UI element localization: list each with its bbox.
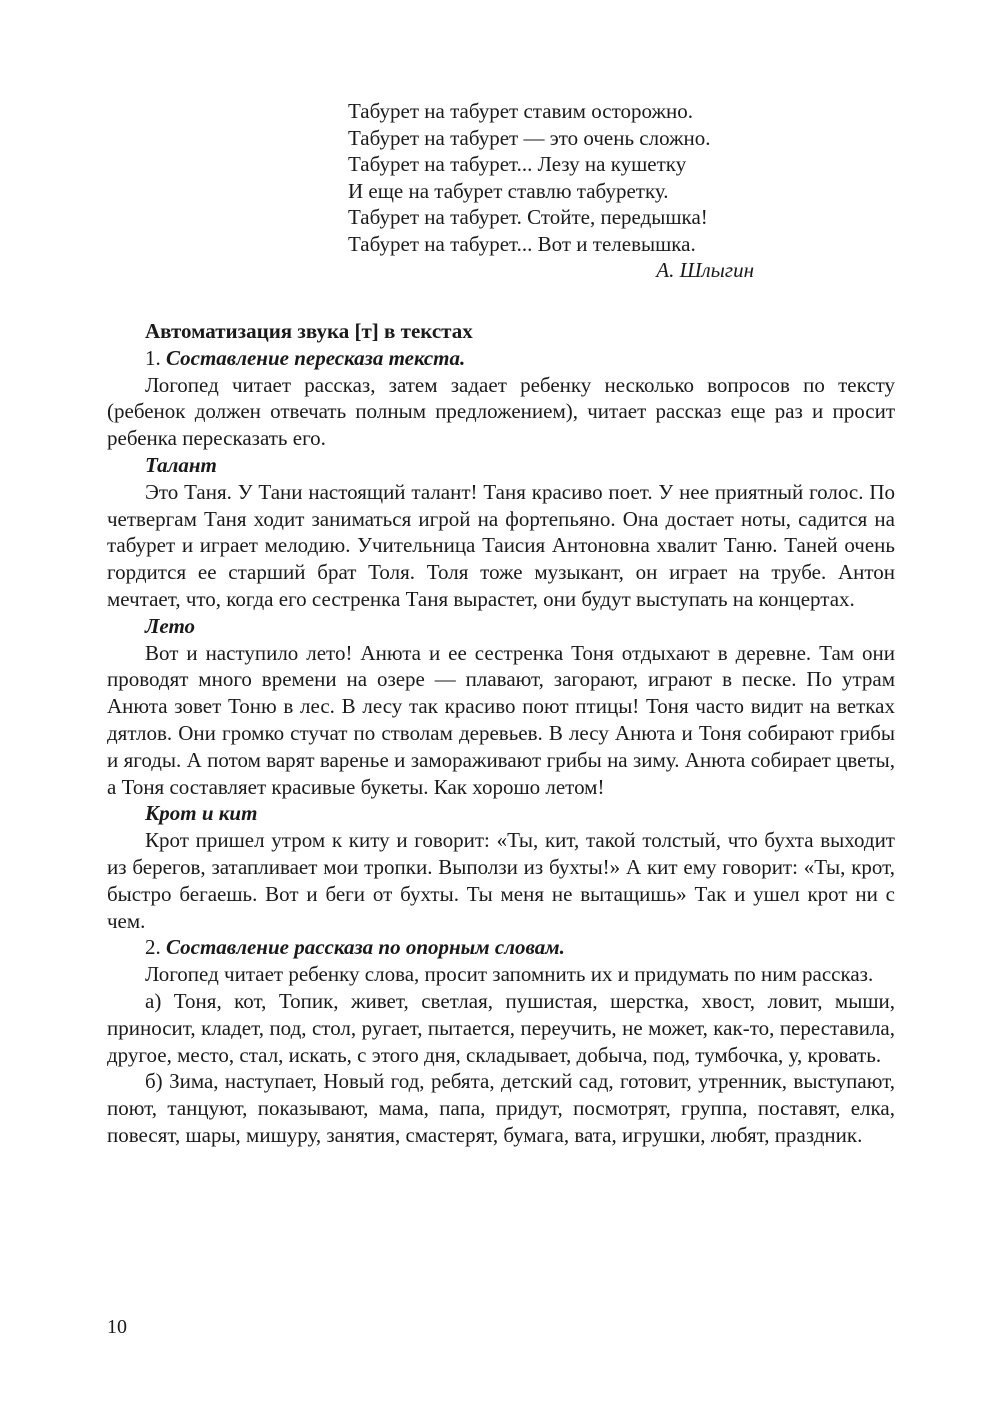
task-2-number: 2.	[145, 935, 161, 960]
main-content	[107, 318, 895, 1149]
story-text: Крот пришел утром к киту и говорит: «Ты, кит, такой толстый, что бухта выходит из берегов, затапливает мои тропки. Выползи из бухты!» А кит ему говорит: «Ты, крот, быстро бегаешь. Вот и беги от бухты. Ты меня не вытащишь» Так и ушел крот ни с чем.	[107, 828, 895, 933]
poem-line: И еще на табурет ставлю табуретку.	[348, 178, 669, 203]
task-2-title: Составление рассказа по опорным словам.	[166, 935, 565, 960]
task-1-instruction: Логопед читает рассказ, затем задает ребенку несколько вопросов по тексту (ребенок должен отвечать полным предложением), читает рассказ еще раз и просит ребенка пересказать его.	[107, 372, 895, 451]
section-title: Автоматизация звука [т] в текстах	[145, 319, 473, 343]
story-text: Вот и наступило лето! Анюта и ее сестренка Тоня отдыхают в деревне. Там они проводят много времени на озере — плавают, загорают, играют в песке. По утрам Анюта зовет Тоню в лес. В лесу так красиво поют птицы! Тоня часто видит на ветках дятлов. Они громко стучат по стволам деревьев. В лесу Анюта и Тоня собирают грибы и ягоды. А потом варят варенье и замораживают грибы на зиму. Анюта собирает цветы, а Тоня составляет красивые букеты. Как хорошо летом!	[107, 640, 895, 799]
story-title: Лето	[145, 613, 196, 638]
story-title: Талант	[145, 452, 217, 477]
poem-line: Табурет на табурет ставим осторожно.	[348, 99, 693, 123]
poem-author: А. Шлыгин	[656, 258, 754, 282]
task-2-instruction: Логопед читает ребенку слова, просит запомнить их и придумать по ним рассказ.	[145, 962, 874, 987]
task-1-number: 1.	[145, 345, 161, 370]
poem-line: Табурет на табурет... Лезу на кушетку	[348, 152, 687, 176]
page-number: 10	[107, 1316, 127, 1338]
poem	[348, 98, 768, 284]
task-1-heading	[107, 345, 895, 372]
poem-line: Табурет на табурет. Стойте, передышка!	[348, 205, 708, 229]
task-1-title: Составление пересказа текста.	[166, 345, 466, 370]
word-list-b: б) Зима, наступает, Новый год, ребята, детский сад, готовит, утренник, выступают, поют, танцуют, показывают, мама, папа, придут, посмотрят, группа, поставят, елка, повесят, шары, мишуру, занятия, смастерят, бумага, вата, игрушки, любят, праздник.	[107, 1069, 895, 1147]
story-text: Это Таня. У Тани настоящий талант! Таня красиво поет. У нее приятный голос. По четвергам Таня ходит заниматься игрой на фортепьяно. Она достает ноты, садится на табурет и играет мелодию. Учительница Таисия Антоновна хвалит Таню. Таней очень гордится ее старший брат Толя. Толя тоже музыкант, он играет на трубе. Антон мечтает, что, когда его сестренка Таня вырастет, они будут выступать на концертах.	[107, 479, 895, 611]
word-list-a: а) Тоня, кот, Топик, живет, светлая, пушистая, шерстка, хвост, ловит, мыши, приносит, кладет, под, стол, ругает, пытается, переучить, не может, как-то, переставила, другое, место, стал, искать, с этого дня, складывает, добыча, под, тумбочка, у, кровать.	[107, 988, 895, 1067]
poem-line: Табурет на табурет — это очень сложно.	[348, 125, 711, 150]
task-2-heading	[107, 934, 895, 961]
story-title: Крот и кит	[145, 801, 258, 826]
poem-line: Табурет на табурет... Вот и телевышка.	[348, 231, 696, 256]
